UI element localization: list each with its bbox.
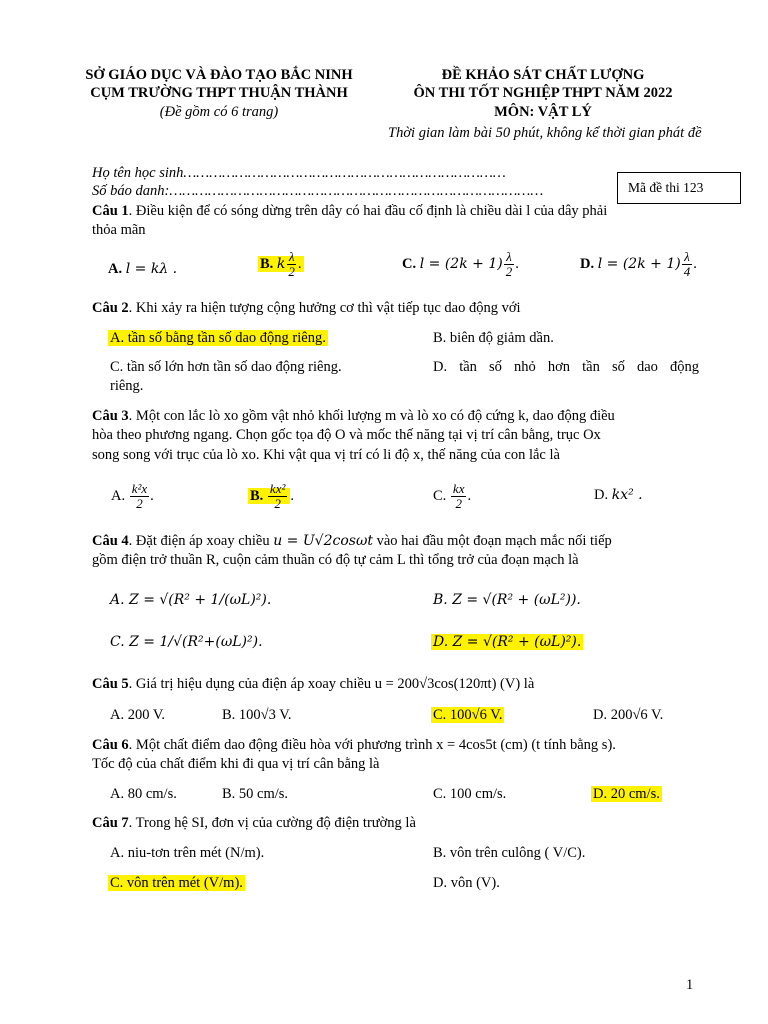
q2-option-d[interactable]: D. tần số nhỏ hơn tần số dao động	[433, 359, 699, 375]
q5-option-b[interactable]: B. 100√3 V.	[222, 707, 292, 723]
q1-stem: Câu 1. Điều kiện để có sóng dừng trên dây có hai đầu cố định là chiều dài l của dây phải	[92, 203, 608, 219]
q7-option-a[interactable]: A. niu-tơn trên mét (N/m).	[110, 845, 265, 861]
q7-stem: Câu 7. Trong hệ SI, đơn vị của cường độ điện trường là	[92, 815, 416, 831]
q2-option-c-wrap: riêng.	[110, 378, 144, 394]
page-number: 1	[686, 977, 694, 993]
q1-option-b[interactable]: B. k $\frac{\lambda}{2}$ .	[260, 249, 302, 280]
q2-option-a[interactable]: A. tần số bằng tần số dao động riêng.	[110, 330, 326, 346]
q4-option-d[interactable]: D. Z = √(R² + (ωL)²).	[433, 634, 582, 650]
q1-option-c[interactable]: C. l = (2k + 1) $\frac{\lambda}{2}$ .	[402, 249, 519, 280]
q3-option-d[interactable]: D. kx² .	[594, 487, 643, 503]
exam-title: ĐỀ KHẢO SÁT CHẤT LƯỢNG	[441, 67, 645, 83]
exam-subtitle: ÔN THI TỐT NGHIỆP THPT NĂM 2022	[413, 85, 673, 101]
q3-stem-2: hòa theo phương ngang. Chọn gốc tọa độ O và mốc thế năng tại vị trí cân bằng, trục Ox	[92, 427, 601, 443]
q5-option-a[interactable]: A. 200 V.	[110, 707, 166, 723]
q6-stem: Câu 6. Một chất điểm dao động điều hòa với phương trình x = 4cos5t (cm) (t tính bằng s).	[92, 737, 616, 753]
q5-option-c[interactable]: C. 100√6 V.	[433, 707, 503, 723]
student-name-line: Họ tên học sinh…………………………………………………………………	[92, 165, 506, 181]
q1-option-d[interactable]: D. l = (2k + 1) $\frac{\lambda}{4}$ .	[580, 249, 697, 280]
exam-code: Mã đề thi 123	[628, 180, 704, 195]
q3-option-c[interactable]: C. $\frac{kx}{2}$ .	[433, 481, 472, 512]
q3-option-b[interactable]: B. $\frac{\text{kx²}}{2}$ .	[250, 481, 294, 512]
q6-option-b[interactable]: B. 50 cm/s.	[222, 786, 289, 802]
time-note: Thời gian làm bài 50 phút, không kể thời gian phát đề	[388, 125, 702, 141]
q7-option-c[interactable]: C. vôn trên mét (V/m).	[110, 875, 243, 891]
q6-stem-2: Tốc độ của chất điểm khi đi qua vị trí cân bằng là	[92, 756, 380, 772]
q5-option-d[interactable]: D. 200√6 V.	[593, 707, 664, 723]
q3-option-a[interactable]: A. $\frac{\text{k²x}}{2}$ .	[111, 481, 154, 512]
exam-code-box	[617, 172, 741, 204]
page-count-note: (Đề gồm có 6 trang)	[159, 104, 279, 120]
q1-option-a[interactable]: A. l = kλ .	[108, 261, 178, 277]
q5-stem: Câu 5. Giá trị hiệu dụng của điện áp xoay chiều u = 200√3cos(120πt) (V) là	[92, 676, 535, 692]
q4-stem: Câu 4. Đặt điện áp xoay chiều u = U√2cosωt vào hai đầu một đoạn mạch mắc nối tiếp	[92, 533, 612, 549]
q4-stem-2: gồm điện trở thuần R, cuộn cảm thuần có độ tự cảm L thì tổng trở của đoạn mạch là	[92, 552, 579, 568]
q3-stem: Câu 3. Một con lắc lò xo gồm vật nhỏ khối lượng m và lò xo có độ cứng k, dao động điều	[92, 408, 615, 424]
dept-name: SỞ GIÁO DỤC VÀ ĐÀO TẠO BẮC NINH	[85, 67, 353, 83]
subject: MÔN: VẬT LÝ	[494, 104, 592, 120]
q2-option-c[interactable]: C. tần số lớn hơn tần số dao động riêng.	[110, 359, 342, 375]
school-name: CỤM TRƯỜNG THPT THUẬN THÀNH	[90, 85, 348, 101]
q3-stem-3: song song với trục của lò xo. Khi vật qua vị trí có li độ x, thế năng của con lắc là	[92, 447, 560, 463]
q1-stem-2: thỏa mãn	[92, 222, 146, 238]
q6-option-d[interactable]: D. 20 cm/s.	[593, 786, 660, 802]
student-id-line: Số báo danh:……………………………………………………………………………	[92, 183, 544, 199]
q7-option-b[interactable]: B. vôn trên culông ( V/C).	[433, 845, 586, 861]
q6-option-c[interactable]: C. 100 cm/s.	[433, 786, 507, 802]
q4-option-c[interactable]: C. Z = 1/√(R²+(ωL)²).	[110, 634, 263, 650]
q4-option-b[interactable]: B. Z = √(R² + (ωL²)).	[433, 592, 581, 608]
q6-option-a[interactable]: A. 80 cm/s.	[110, 786, 177, 802]
q7-option-d[interactable]: D. vôn (V).	[433, 875, 500, 891]
q1-label: Câu 1	[92, 203, 129, 219]
q4-option-a[interactable]: A. Z = √(R² + 1/(ωL)²).	[110, 592, 272, 608]
q2-option-b[interactable]: B. biên độ giảm dần.	[433, 330, 554, 346]
q2-stem: Câu 2. Khi xảy ra hiện tượng cộng hưởng cơ thì vật tiếp tục dao động với	[92, 300, 521, 316]
